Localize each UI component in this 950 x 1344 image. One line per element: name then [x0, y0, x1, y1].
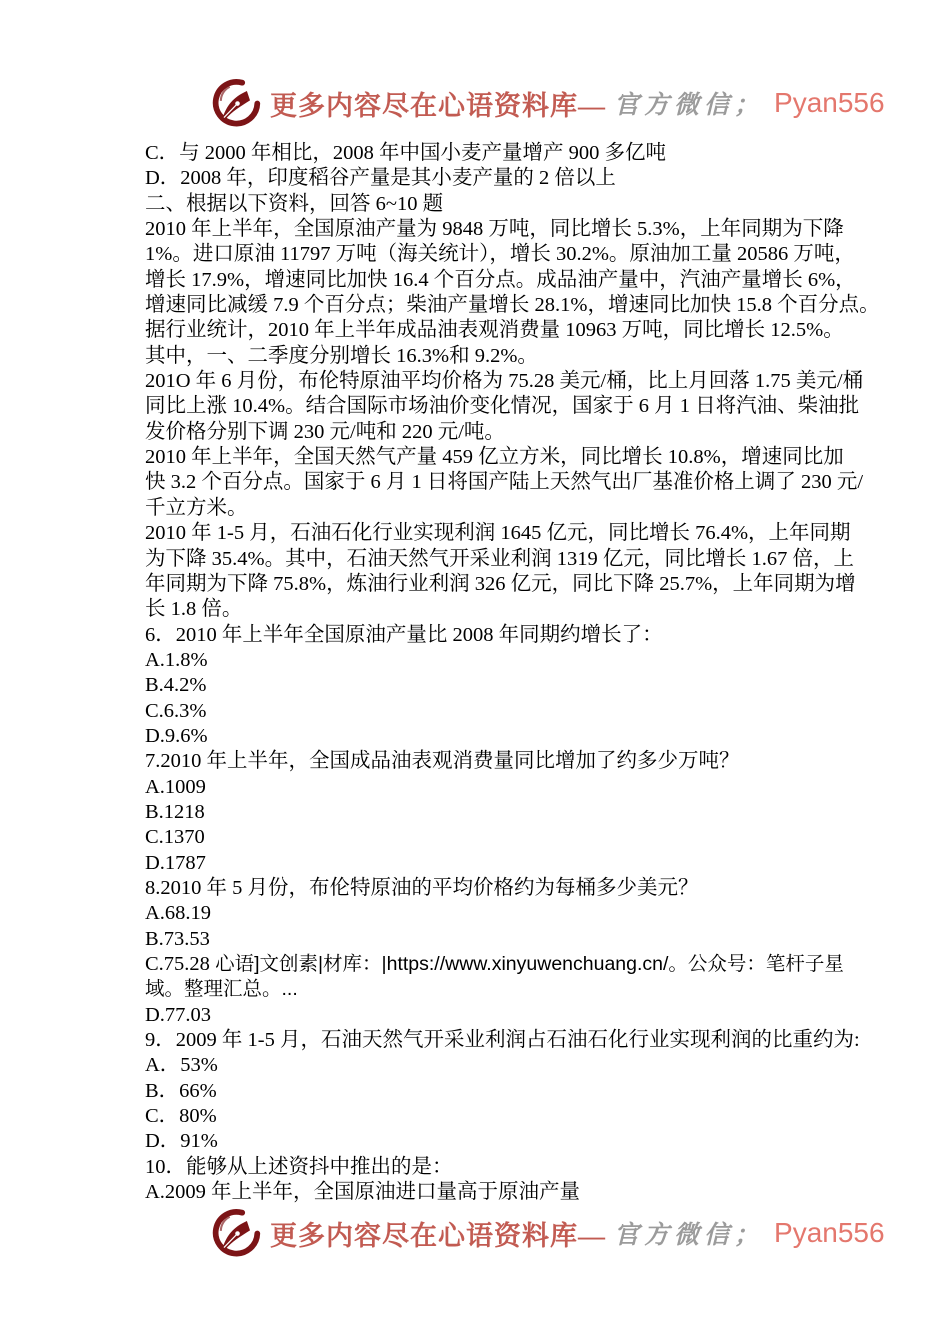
- text-segment: D．2008 年，印度稻谷产量是其小麦产量的 2 倍以上: [145, 167, 616, 190]
- text-line: [145, 572, 860, 597]
- text-segment: A.68.19: [145, 902, 212, 925]
- embedded-watermark-text: 域。整理汇总。...: [145, 978, 298, 1001]
- text-segment: 2010 年上半年，全国天然气产量 459 亿立方米，同比增长 10.8%，增速同比加: [145, 446, 844, 469]
- text-segment: 2010 年 1-5 月，石油石化行业实现利润 1645 亿元，同比增长 76.4%，上年同期: [145, 522, 851, 545]
- text-segment: D.9.6%: [145, 724, 208, 747]
- text-line: [145, 648, 860, 673]
- text-line: [145, 800, 860, 825]
- text-line: [145, 521, 860, 546]
- text-segment: B．66%: [145, 1079, 217, 1102]
- text-line: [145, 470, 864, 495]
- text-line: [145, 749, 860, 774]
- text-segment: C．80%: [145, 1105, 217, 1128]
- pen-swirl-logo-icon: [212, 1208, 262, 1258]
- text-line: [145, 394, 860, 419]
- text-line: [145, 1053, 860, 1078]
- text-line: [145, 977, 860, 1002]
- text-line: [145, 901, 860, 926]
- text-line: [145, 318, 860, 343]
- header-watermark: [212, 78, 885, 128]
- text-segment: 8.2010 年 5 月份，布伦特原油的平均价格约为每桶多少美元？: [145, 876, 699, 899]
- text-line: [145, 268, 860, 293]
- text-line: [145, 217, 860, 242]
- text-line: [145, 1028, 860, 1053]
- pen-swirl-logo-icon: [212, 78, 262, 128]
- text-segment: A.1.8%: [145, 648, 208, 671]
- text-line: [145, 952, 860, 977]
- text-line: [145, 851, 860, 876]
- text-line: [145, 496, 860, 521]
- text-segment: C．与 2000 年相比，2008 年中国小麦产量增产 900 多亿吨: [145, 142, 667, 164]
- text-segment: 201O 年 6 月份，布伦特原油平均价格为 75.28 美元/桶，比上月回落 1.75 美元/桶: [145, 370, 864, 393]
- text-segment: 9．2009 年 1-5 月，石油天然气开采业利润占石油石化行业实现利润的比重约为:: [145, 1029, 860, 1052]
- footer-watermark: [212, 1208, 885, 1258]
- text-line: [145, 699, 860, 724]
- text-segment: 其中，一、二季度分别增长 16.3%和 9.2%。: [145, 344, 538, 367]
- header-brand-text: 更多内容尽在心语资料库—: [270, 90, 606, 121]
- text-segment: D.1787: [145, 851, 206, 874]
- text-line: [145, 1155, 860, 1180]
- text-segment: A．53%: [145, 1054, 218, 1077]
- text-line: [145, 293, 880, 318]
- text-line: [145, 547, 860, 572]
- text-line: [145, 597, 860, 622]
- footer-wechat-label: 官方微信；: [614, 1222, 765, 1249]
- text-segment: C.75.28: [145, 953, 216, 975]
- header-wechat-id: Pyan556: [774, 87, 885, 118]
- text-line: [145, 369, 864, 394]
- text-line: [145, 344, 860, 369]
- text-line: [145, 192, 860, 217]
- text-line: [145, 1079, 860, 1104]
- text-line: [145, 445, 860, 470]
- text-line: [145, 1129, 860, 1154]
- text-segment: 10．能够从上述资抖中推出的是：: [145, 1155, 453, 1178]
- text-segment: 快 3.2 个百分点。国家于 6 月 1 日将国产陆上天然气出厂基准价格上调了 230 元/: [145, 471, 864, 494]
- text-line: [145, 420, 860, 445]
- footer-brand-text: 更多内容尽在心语资料库—: [270, 1220, 606, 1251]
- text-segment: C.1370: [145, 826, 205, 849]
- text-segment: 据行业统计，2010 年上半年成品油表观消费量 10963 万吨，同比增长 12.5%。: [145, 319, 844, 342]
- document-body: [145, 141, 880, 1205]
- text-segment: 增长 17.9%，增速同比加快 16.4 个百分点。成品油产量中，汽油产量增长 6%，: [145, 268, 856, 291]
- text-segment: 为下降 35.4%。其中，石油天然气开采业利润 1319 亿元，同比增长 1.67 倍，上: [145, 547, 854, 570]
- text-segment: B.73.53: [145, 927, 210, 950]
- text-segment: 二、根据以下资料，回答 6~10 题: [145, 192, 444, 215]
- text-segment: 7.2010 年上半年，全国成品油表观消费量同比增加了约多少万吨？: [145, 750, 740, 773]
- text-segment: D．91%: [145, 1130, 218, 1153]
- text-line: [145, 1180, 860, 1205]
- text-segment: C.6.3%: [145, 699, 207, 722]
- text-segment: B.4.2%: [145, 674, 207, 697]
- text-segment: 发价格分别下调 230 元/吨和 220 元/吨。: [145, 420, 505, 443]
- footer-wechat-id: Pyan556: [774, 1217, 885, 1248]
- text-segment: 增速同比减缓 7.9 个百分点；柴油产量增长 28.1%，增速同比加快 15.8 个百分点。: [145, 294, 880, 317]
- text-segment: 同比上涨 10.4%。结合国际市场油价变化情况，国家于 6 月 1 日将汽油、柴油批: [145, 395, 860, 418]
- text-segment: 1%。进口原油 11797 万吨（海关统计），增长 30.2%。原油加工量 20586 万吨，: [145, 243, 855, 266]
- text-line: [145, 242, 860, 267]
- text-line: [145, 876, 860, 901]
- text-line: [145, 673, 860, 698]
- text-line: [145, 1104, 860, 1129]
- text-line: [145, 166, 860, 191]
- text-line: [145, 623, 860, 648]
- text-line: [145, 1003, 860, 1028]
- embedded-watermark-text: 心语]文创素|材库：|https://www.xinyuwenchuang.cn/。公众号：笔杆子星: [215, 953, 844, 975]
- text-segment: B.1218: [145, 800, 205, 823]
- text-segment: A.2009 年上半年，全国原油进口量高于原油产量: [145, 1181, 581, 1204]
- text-line: [145, 141, 860, 166]
- text-segment: 千立方米。: [145, 496, 248, 519]
- text-segment: D.77.03: [145, 1003, 212, 1026]
- text-segment: 年同期为下降 75.8%，炼油行业利润 326 亿元，同比下降 25.7%，上年同期为增: [145, 572, 856, 595]
- text-line: [145, 927, 860, 952]
- text-line: [145, 825, 860, 850]
- text-segment: 长 1.8 倍。: [145, 598, 243, 621]
- text-segment: A.1009: [145, 775, 206, 798]
- text-segment: 2010 年上半年，全国原油产量为 9848 万吨，同比增长 5.3%，上年同期为下降: [145, 218, 844, 241]
- text-line: [145, 724, 860, 749]
- text-segment: 6．2010 年上半年全国原油产量比 2008 年同期约增长了：: [145, 623, 663, 646]
- text-line: [145, 775, 860, 800]
- header-wechat-label: 官方微信；: [614, 92, 765, 119]
